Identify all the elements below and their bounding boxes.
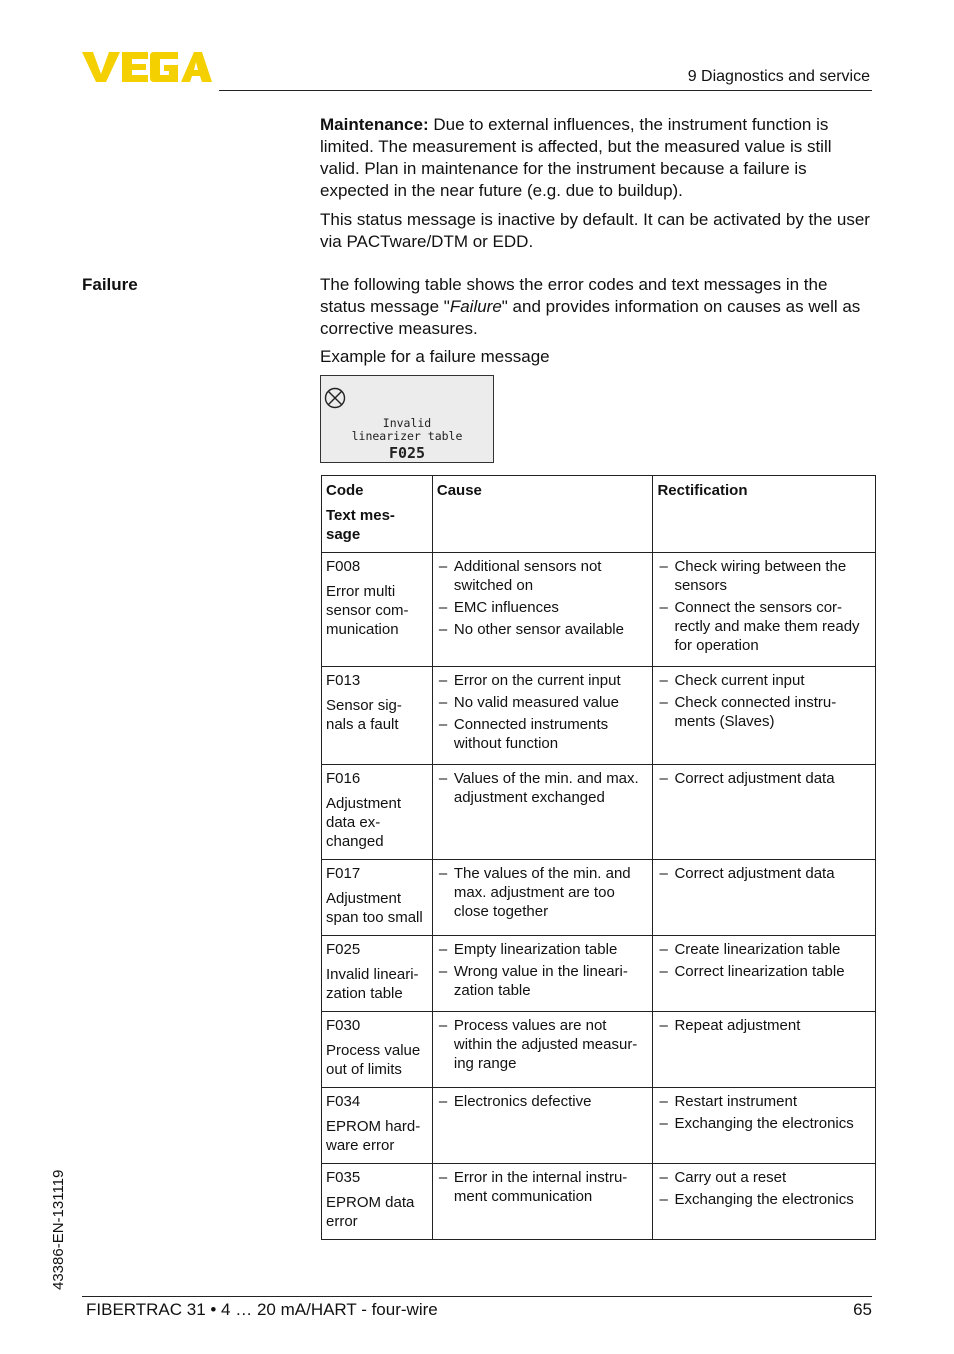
maintenance-block: [320, 114, 872, 253]
table-row: [322, 553, 876, 667]
error-code: F008: [326, 558, 361, 575]
error-text-message: EPROM data error: [326, 1194, 415, 1230]
failure-intro: [320, 274, 872, 340]
table-row: [322, 667, 876, 765]
error-code: F030: [326, 1017, 361, 1034]
error-code-table: [321, 475, 876, 1240]
table-row: [322, 1088, 876, 1164]
error-code: F016: [326, 770, 361, 787]
failure-intro-before: The following table shows the error codes and text messages in the status message ": [320, 275, 828, 316]
table-row: [322, 765, 876, 860]
document-id: 43386-EN-131119: [50, 1169, 67, 1290]
rectification-item: – Correct adjustment data: [657, 864, 871, 883]
header-cause: Cause: [432, 476, 653, 553]
header-code: Code: [326, 482, 364, 499]
rectification-item: – Repeat adjustment: [657, 1016, 871, 1035]
code-cell: [322, 860, 433, 936]
rectification-cell: [653, 765, 876, 860]
cause-item: – The values of the min. and max. adjustment are too close together: [437, 864, 649, 921]
error-code: F013: [326, 672, 361, 689]
cause-list: [437, 1092, 649, 1111]
error-text-message: Sensor sig- nals a fault: [326, 697, 402, 733]
code-cell: [322, 553, 433, 667]
cause-list: [437, 557, 649, 639]
code-cell: [322, 936, 433, 1012]
failure-intro-block: [320, 274, 872, 368]
rectification-cell: [653, 553, 876, 667]
header-text-message: Text mes- sage: [326, 507, 395, 543]
rectification-item: – Connect the sensors cor-rectly and make them ready for operation: [657, 598, 871, 655]
rectification-cell: [653, 1088, 876, 1164]
error-code: F025: [326, 941, 361, 958]
error-text-message: EPROM hard- ware error: [326, 1118, 421, 1154]
cause-list: [437, 671, 649, 753]
display-error-code: F025: [388, 444, 426, 462]
rectification-item: – Exchanging the electronics: [657, 1190, 871, 1209]
header-section-title: 9 Diagnostics and service: [687, 68, 870, 85]
failure-display-example: [320, 375, 494, 463]
rectification-item: – Correct adjustment data: [657, 769, 871, 788]
code-cell: [322, 765, 433, 860]
rectification-item: – Correct linearization table: [657, 962, 871, 981]
failure-intro-after: " and provides information on causes as well as corrective measures.: [320, 297, 861, 338]
maintenance-text: Due to external influences, the instrument function is limited. The measurement is affected, but the measured value is still valid. Plan in maintenance for the instrument because a failure is expected in the near future (e.g. due to buildup).: [320, 115, 832, 200]
rectification-item: – Check connected instru-ments (Slaves): [657, 693, 871, 731]
header-code-cell: [322, 476, 433, 553]
header-divider: [219, 90, 872, 91]
cause-cell: [432, 667, 653, 765]
rectification-cell: [653, 667, 876, 765]
cause-list: [437, 1168, 649, 1206]
maintenance-paragraph: [320, 114, 872, 202]
cause-item: – Connected instruments without function: [437, 715, 649, 753]
cause-item: – Electronics defective: [437, 1092, 649, 1111]
rectification-item: – Check current input: [657, 671, 871, 690]
cause-list: [437, 769, 649, 807]
rectification-cell: [653, 860, 876, 936]
rectification-list: [657, 557, 871, 655]
example-caption: Example for a failure message: [320, 347, 550, 366]
rectification-list: [657, 1168, 871, 1209]
cause-item: – EMC influences: [437, 598, 649, 617]
maintenance-note: This status message is inactive by default. It can be activated by the user via PACTware/DTM or EDD.: [320, 210, 870, 251]
cause-cell: [432, 1164, 653, 1240]
table-body: [322, 553, 876, 1240]
error-text-message: Error multi sensor com- munication: [326, 583, 409, 638]
rectification-item: – Exchanging the electronics: [657, 1114, 871, 1133]
error-code: F035: [326, 1169, 361, 1186]
table-row: [322, 1012, 876, 1088]
rectification-list: [657, 671, 871, 731]
failure-cross-circle-icon: [324, 387, 346, 409]
rectification-list: [657, 769, 871, 788]
display-line-1: Invalid: [382, 416, 432, 430]
rectification-item: – Check wiring between the sensors: [657, 557, 871, 595]
table-row: [322, 936, 876, 1012]
rectification-list: [657, 940, 871, 981]
rectification-list: [657, 864, 871, 883]
failure-intro-italic: Failure: [449, 297, 502, 316]
code-cell: [322, 1164, 433, 1240]
table-row: [322, 860, 876, 936]
error-code: F017: [326, 865, 361, 882]
footer-divider: [82, 1296, 872, 1297]
header-rectification: Rectification: [653, 476, 876, 553]
rectification-cell: [653, 1164, 876, 1240]
table-row: [322, 1164, 876, 1240]
cause-cell: [432, 860, 653, 936]
code-cell: [322, 1088, 433, 1164]
error-code: F034: [326, 1093, 361, 1110]
cause-item: – No other sensor available: [437, 620, 649, 639]
rectification-cell: [653, 1012, 876, 1088]
cause-item: – Values of the min. and max. adjustment exchanged: [437, 769, 649, 807]
code-cell: [322, 1012, 433, 1088]
error-text-message: Invalid lineari- zation table: [326, 966, 419, 1002]
cause-cell: [432, 936, 653, 1012]
page-number: 65: [853, 1300, 872, 1319]
error-text-message: Adjustment data ex- changed: [326, 795, 402, 850]
cause-cell: [432, 553, 653, 667]
cause-item: – Additional sensors not switched on: [437, 557, 649, 595]
cause-item: – No valid measured value: [437, 693, 649, 712]
maintenance-label: Maintenance:: [320, 115, 429, 134]
rectification-item: – Carry out a reset: [657, 1168, 871, 1187]
cause-item: – Wrong value in the lineari-zation table: [437, 962, 649, 1000]
cause-item: – Process values are not within the adjusted measur-ing range: [437, 1016, 649, 1073]
cause-cell: [432, 1088, 653, 1164]
cause-item: – Error in the internal instru-ment communication: [437, 1168, 649, 1206]
error-text-message: Adjustment span too small: [326, 890, 423, 926]
rectification-item: – Restart instrument: [657, 1092, 871, 1111]
cause-cell: [432, 765, 653, 860]
cause-list: [437, 864, 649, 921]
failure-heading: Failure: [82, 275, 138, 294]
error-text-message: Process value out of limits: [326, 1042, 421, 1078]
rectification-list: [657, 1092, 871, 1133]
display-line-2: linearizer table: [351, 429, 463, 443]
cause-list: [437, 1016, 649, 1073]
vega-logo: [82, 50, 212, 84]
rectification-list: [657, 1016, 871, 1035]
rectification-cell: [653, 936, 876, 1012]
cause-cell: [432, 1012, 653, 1088]
cause-item: – Empty linearization table: [437, 940, 649, 959]
cause-item: – Error on the current input: [437, 671, 649, 690]
cause-list: [437, 940, 649, 1000]
rectification-item: – Create linearization table: [657, 940, 871, 959]
footer-title: FIBERTRAC 31 • 4 … 20 mA/HART - four-wire: [86, 1300, 438, 1319]
table-header-row: [322, 476, 876, 553]
code-cell: [322, 667, 433, 765]
